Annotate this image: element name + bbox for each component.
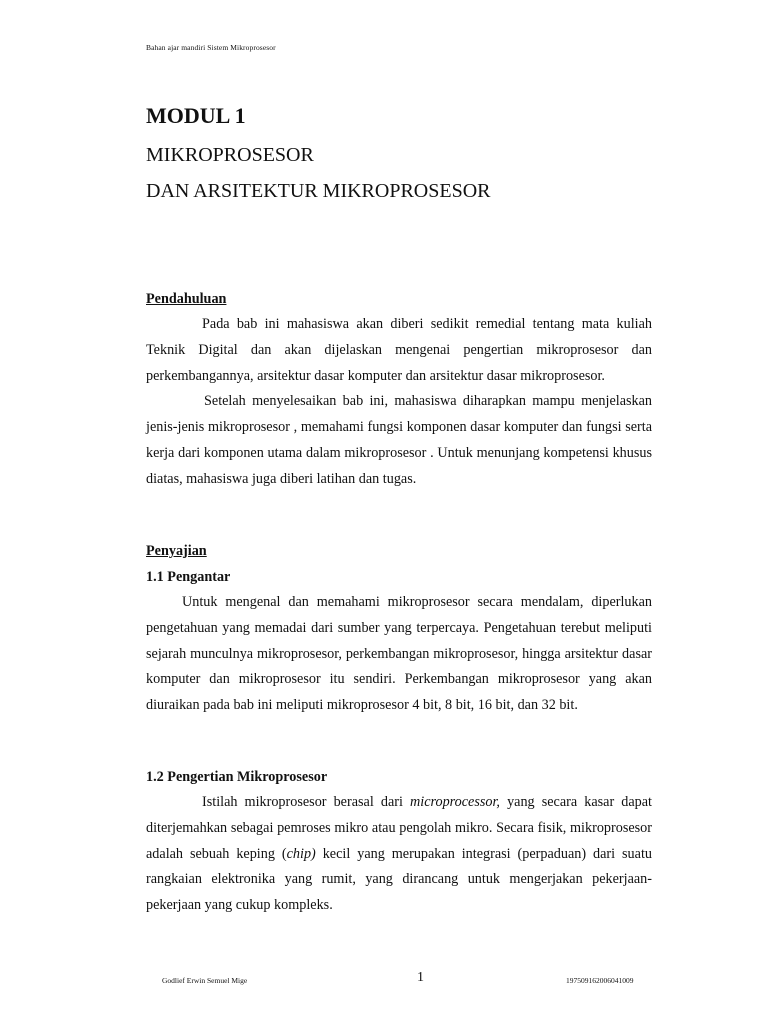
pengertian-text-1: Istilah mikroprosesor berasal dari [202,794,410,810]
pengertian-emphasis-chip: chip) [286,845,316,862]
module-subtitle-line2: DAN ARSITEKTUR MIKROPROSESOR [146,180,491,202]
footer-page-number: 1 [417,970,424,985]
footer-author: Godlief Erwin Semuel Mige [162,976,248,985]
footer-id-number: 197509162006041009 [566,976,634,985]
module-subtitle-line1: MIKROPROSESOR [146,144,314,166]
pendahuluan-paragraph-1: Pada bab ini mahasiswa akan diberi sedikit remedial tentang mata kuliah Teknik Digital dan akan dijelaskan mengenai pengertian mikroprosesor dan perkembangannya, arsitektur dasar komputer dan arsitektur dasar mikroprosesor. [146,316,652,384]
heading-penyajian: Penyajian [146,543,207,559]
title-block [146,103,666,203]
pengertian-text-3: kecil yang merupakan integrasi (perpaduan) dari suatu rangkaian elektronika yang rumit, yang dirancang untuk mengerjakan pekerjaan-pekerjaan yang cukup kompleks. [146,845,652,914]
pengertian-text-2: yang secara kasar dapat diterjemahkan sebagai pemroses mikro atau pengolah mikro. Secara fisik, mikroprosesor adalah sebuah keping ( [146,794,652,862]
pengertian-paragraph [146,790,652,919]
heading-pendahuluan: Pendahuluan [146,291,227,307]
module-title: MODUL 1 [146,103,246,128]
pendahuluan-paragraph-2: Setelah menyelesaikan bab ini, mahasiswa diharapkan mampu menjelaskan jenis-jenis mikroprosesor , memahami fungsi komponen dasar komputer dan fungsi serta kerja dari komponen utama dalam mikroprosesor . Untuk menunjang kompetensi khusus diatas, mahasiswa juga diberi latihan dan tugas. [146,393,652,487]
running-header: Bahan ajar mandiri Sistem Mikroprosesor [146,43,276,52]
pengantar-paragraph: Untuk mengenal dan memahami mikroprosesor secara mendalam, diperlukan pengetahuan yang memadai dari sumber yang terpercaya. Pengetahuan terebut meliputi sejarah munculnya mikroprosesor, perkembangan mikroprosesor, hingga arsitektur dasar komputer dan mikroprosesor itu sendiri. Perkembangan mikroprosesor yang akan diuraikan pada bab ini meliputi mikroprosesor 4 bit, 8 bit, 16 bit, dan 32 bit. [146,594,652,714]
pendahuluan-body [146,312,652,493]
heading-1-1-pengantar: 1.1 Pengantar [146,569,231,585]
pengertian-emphasis-microprocessor: microprocessor, [410,794,500,810]
pengertian-body [146,790,652,919]
pengantar-body [146,590,652,719]
heading-1-2-pengertian: 1.2 Pengertian Mikroprosesor [146,769,328,785]
